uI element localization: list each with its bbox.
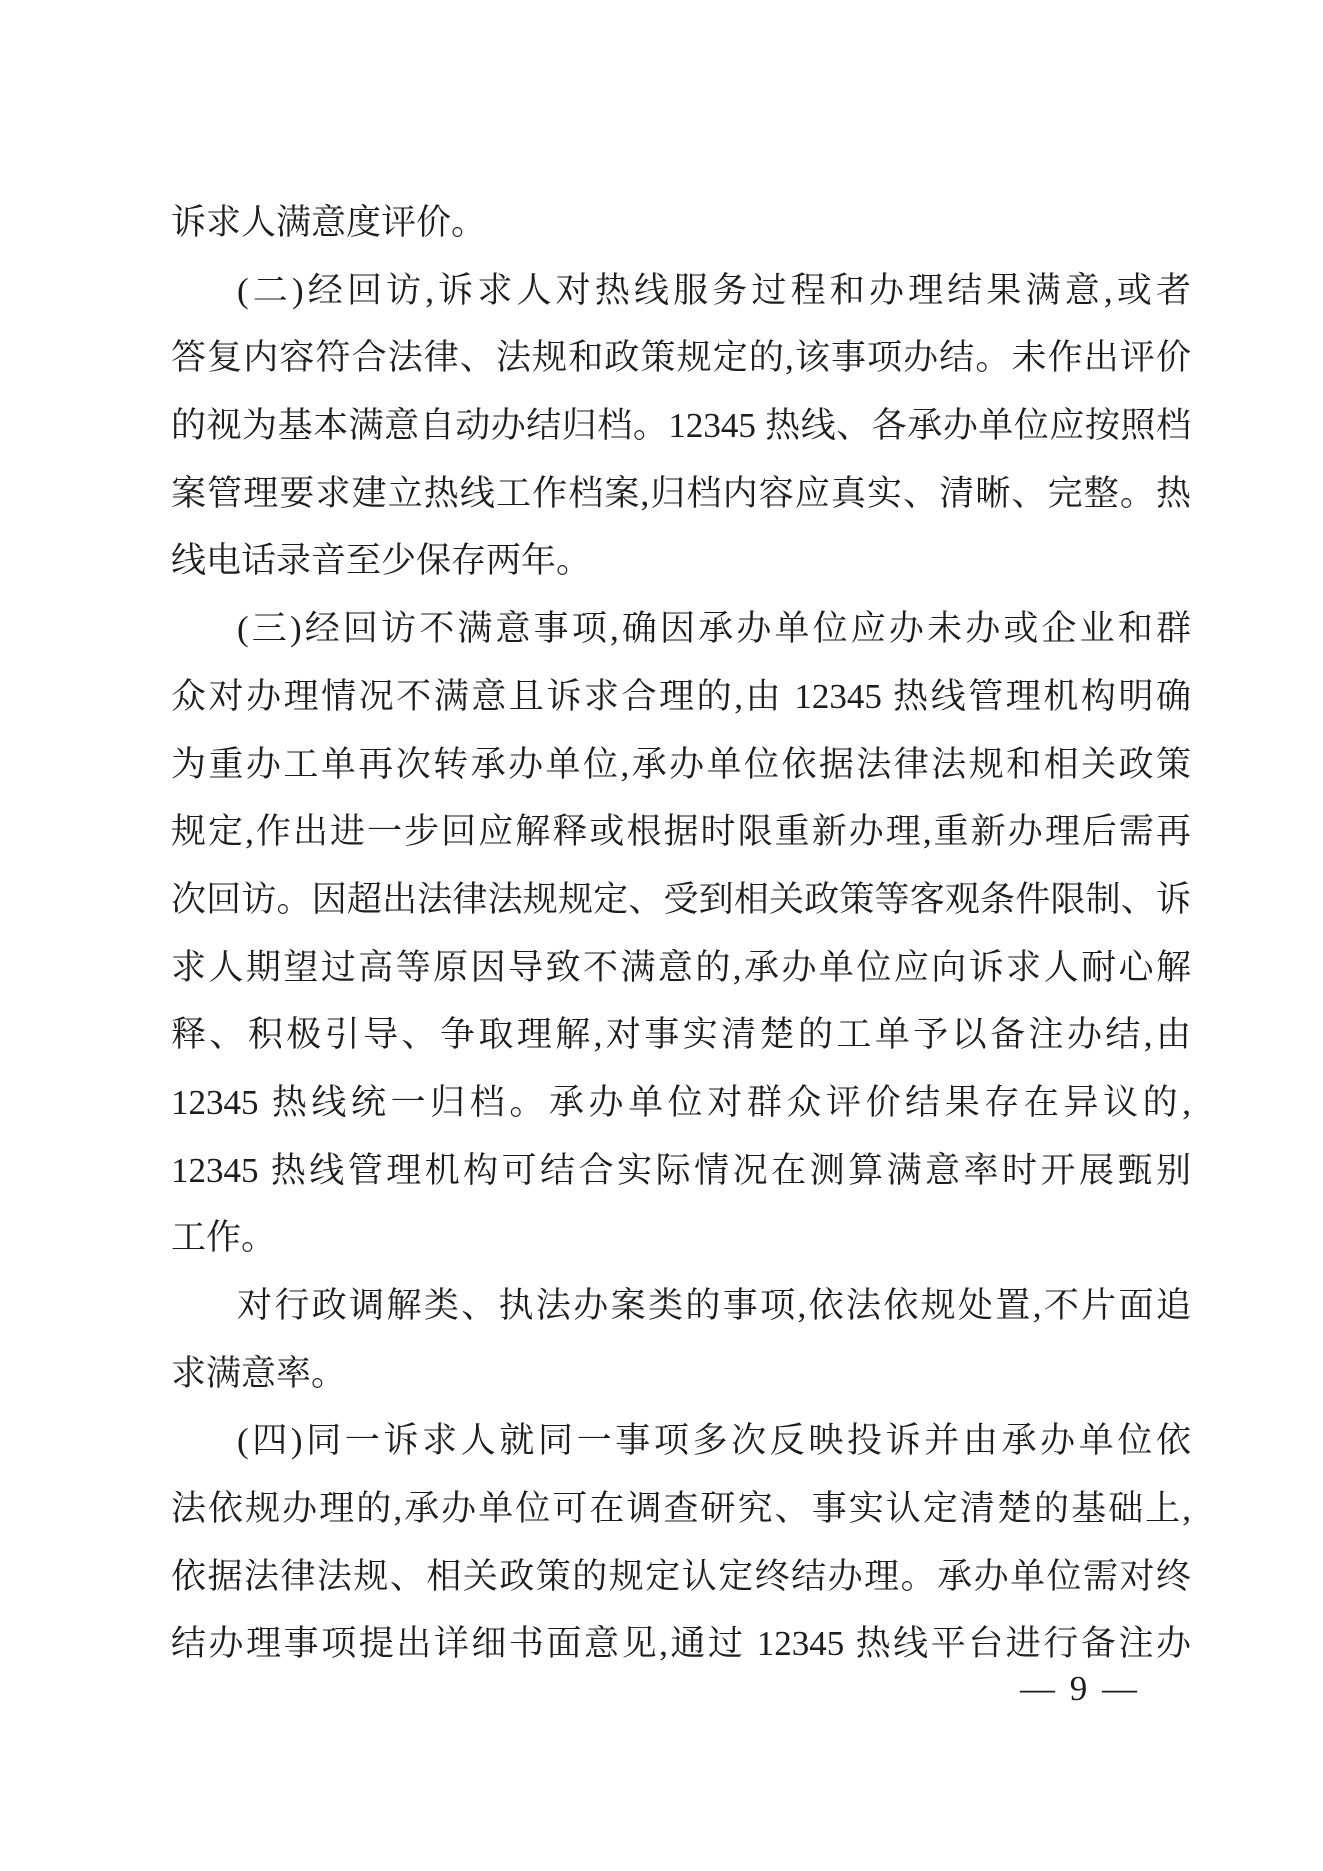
text-line: 法依规办理的,承办单位可在调查研究、事实认定清楚的基础上,	[171, 1489, 1191, 1529]
text-line: (二)经回访,诉求人对热线服务过程和办理结果满意,或者	[237, 270, 1191, 310]
text-line: 结办理事项提出详细书面意见,通过 12345 热线平台进行备注办	[171, 1624, 1191, 1664]
text-line: 求满意率。	[171, 1353, 347, 1393]
text-line: (三)经回访不满意事项,确因承办单位应办未办或企业和群	[237, 609, 1191, 649]
text-line: (四)同一诉求人就同一事项多次反映投诉并由承办单位依	[237, 1421, 1191, 1461]
text-line: 线电话录音至少保存两年。	[171, 541, 592, 581]
text-line: 的视为基本满意自动办结归档。12345 热线、各承办单位应按照档	[171, 406, 1191, 446]
text-line: 对行政调解类、执法办案类的事项,依法依规处置,不片面追	[237, 1286, 1191, 1325]
text-line: 规定,作出进一步回应解释或根据时限重新办理,重新办理后需再	[171, 812, 1191, 852]
text-line: 诉求人满意度评价。	[171, 203, 487, 242]
text-line: 答复内容符合法律、法规和政策规定的,该事项办结。未作出评价	[171, 338, 1191, 378]
text-line: 12345 热线管理机构可结合实际情况在测算满意率时开展甄别	[171, 1150, 1191, 1190]
page-number: — 9 —	[1020, 1669, 1140, 1708]
text-line: 12345 热线统一归档。承办单位对群众评价结果存在异议的,	[171, 1082, 1191, 1122]
document-body	[171, 189, 1191, 1678]
text-line: 案管理要求建立热线工作档案,归档内容应真实、清晰、完整。热	[171, 473, 1191, 513]
text-line: 为重办工单再次转承办单位,承办单位依据法律法规和相关政策	[171, 744, 1191, 784]
text-line: 次回访。因超出法律法规规定、受到相关政策等客观条件限制、诉	[171, 879, 1191, 919]
text-line: 释、积极引导、争取理解,对事实清楚的工单予以备注办结,由	[171, 1015, 1191, 1055]
text-line: 工作。	[171, 1218, 277, 1258]
text-line: 求人期望过高等原因导致不满意的,承办单位应向诉求人耐心解	[171, 947, 1191, 987]
text-line: 众对办理情况不满意且诉求合理的,由 12345 热线管理机构明确	[171, 676, 1191, 716]
text-line: 依据法律法规、相关政策的规定认定终结办理。承办单位需对终	[171, 1556, 1191, 1596]
